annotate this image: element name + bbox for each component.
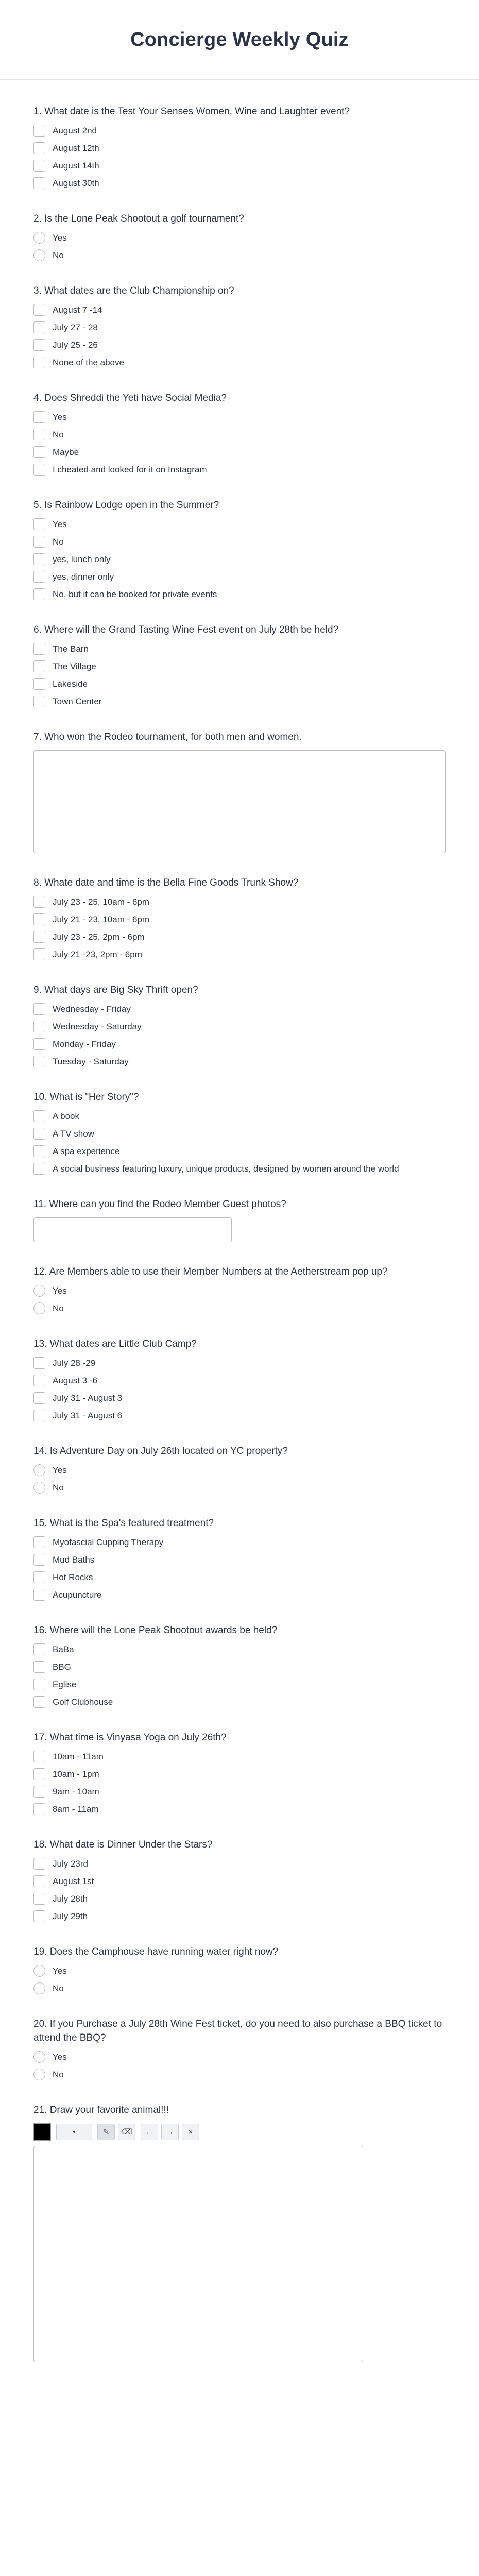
checkbox-option[interactable] [33,1751,446,1762]
option-label: No [53,250,64,260]
checkbox[interactable] [33,588,45,600]
radio-option[interactable] [33,2051,446,2063]
radio-option[interactable] [33,1302,446,1314]
checkbox[interactable] [33,1110,45,1122]
radio-option[interactable] [33,2069,446,2080]
option-label: No [53,537,64,547]
question-18 [33,1838,446,1922]
radio-button[interactable] [33,1482,45,1494]
option-label: August 12th [53,143,99,153]
option-label: No [53,2070,64,2079]
option-label: July 29th [53,1911,88,1921]
question-7 [33,730,446,853]
option-label: Yes [53,412,67,422]
checkbox-option[interactable] [33,931,446,943]
option-label: yes, lunch only [53,554,111,564]
option-label: July 23 - 25, 2pm - 6pm [53,932,145,942]
option-label: July 31 - August 6 [53,1411,123,1420]
option-label: The Village [53,662,96,671]
checkbox[interactable] [33,1021,45,1032]
pen-tool-icon[interactable]: ✎ [97,2124,115,2140]
checkbox[interactable] [33,429,45,440]
checkbox[interactable] [33,931,45,943]
checkbox[interactable] [33,357,45,368]
option-label: July 23 - 25, 10am - 6pm [53,897,150,907]
pen-color-swatch[interactable] [33,2123,51,2141]
option-label: Eglise [53,1680,77,1689]
option-label: A book [53,1111,79,1121]
checkbox-option[interactable] [33,1786,446,1798]
question-13 [33,1337,446,1421]
option-label: August 3 -6 [53,1376,97,1385]
checkbox-option[interactable] [33,1392,446,1404]
checkbox-option[interactable] [33,429,446,440]
checkbox[interactable] [33,1038,45,1050]
option-label: A TV show [53,1129,94,1139]
option-label: I cheated and looked for it on Instagram [53,465,207,474]
question-label: 17. What time is Vinyasa Yoga on July 26th? [33,1732,227,1743]
option-label: 8am - 11am [53,1804,99,1814]
radio-button[interactable] [33,232,45,244]
question-6 [33,623,446,707]
checkbox-option[interactable] [33,553,446,565]
checkbox-option[interactable] [33,1661,446,1673]
radio-button[interactable] [33,2051,45,2063]
checkbox-option[interactable] [33,160,446,172]
drawing-question [0,2103,479,2362]
checkbox[interactable] [33,1803,45,1815]
checkbox-option[interactable] [33,357,446,368]
question-label: 11. Where can you find the Rodeo Member Guest photos? [33,1199,286,1210]
option-label: BBG [53,1662,71,1672]
checkbox-option[interactable] [33,1893,446,1905]
radio-option[interactable] [33,249,446,261]
option-label: Mud Baths [53,1555,95,1565]
option-label: 10am - 1pm [53,1769,99,1779]
checkbox[interactable] [33,1163,45,1175]
option-label: July 28 -29 [53,1358,96,1368]
option-label: Yes [53,2052,67,2062]
radio-option[interactable] [33,1965,446,1977]
question-label: 7. Who won the Rodeo tournament, for both men and women. [33,732,302,742]
option-label: 9am - 10am [53,1787,99,1797]
option-label: Wednesday - Saturday [53,1022,142,1031]
option-label: July 21 -23, 2pm - 6pm [53,950,142,959]
question-19 [33,1945,446,1994]
checkbox-option[interactable] [33,1768,446,1780]
option-label: No [53,1483,64,1493]
question-label: 19. Does the Camphouse have running water right now? [33,1946,279,1957]
radio-option[interactable] [33,1982,446,1994]
tool-group [97,2124,135,2140]
question-label: 3. What dates are the Club Championship on? [33,285,234,296]
option-label: None of the above [53,358,124,367]
checkbox-option[interactable] [33,1375,446,1386]
question-17 [33,1731,446,1815]
checkbox-option[interactable] [33,643,446,655]
checkbox-option[interactable] [33,1910,446,1922]
checkbox-option[interactable] [33,1875,446,1887]
question-15 [33,1516,446,1601]
question-label: 1. What date is the Test Your Senses Women, Wine and Laughter event? [33,106,350,117]
radio-option[interactable] [33,1464,446,1476]
checkbox-option[interactable] [33,1056,446,1067]
checkbox-option[interactable] [33,678,446,690]
undo-icon[interactable]: ← [141,2124,158,2140]
radio-button[interactable] [33,1965,45,1977]
checkbox[interactable] [33,1536,45,1548]
checkbox-option[interactable] [33,1110,446,1122]
question-12 [33,1265,446,1314]
checkbox[interactable] [33,1786,45,1798]
checkbox-option[interactable] [33,125,446,137]
option-label: July 27 - 28 [53,323,98,332]
form-body [0,80,479,2080]
checkbox-option[interactable] [33,571,446,583]
checkbox[interactable] [33,1056,45,1067]
question-label: 12. Are Members able to use their Member Numbers at the Aetherstream pop up? [33,1266,388,1277]
form-title: Concierge Weekly Quiz [130,28,349,50]
checkbox-option[interactable] [33,1163,446,1175]
checkbox[interactable] [33,142,45,154]
question-11 [33,1197,446,1242]
radio-option[interactable] [33,232,446,244]
checkbox-option[interactable] [33,1357,446,1369]
clear-icon[interactable]: × [182,2124,199,2140]
radio-button[interactable] [33,1464,45,1476]
question-10 [33,1090,446,1175]
checkbox[interactable] [33,1003,45,1015]
checkbox[interactable] [33,896,45,908]
option-label: July 28th [53,1894,88,1904]
checkbox[interactable] [33,1643,45,1655]
checkbox-option[interactable] [33,321,446,333]
option-label: A social business featuring luxury, unique products, designed by women around the world [53,1164,399,1174]
option-label: July 31 - August 3 [53,1393,123,1403]
checkbox-option[interactable] [33,339,446,351]
checkbox[interactable] [33,446,45,458]
radio-option[interactable] [33,1482,446,1494]
option-label: Hot Rocks [53,1572,93,1582]
radio-button[interactable] [33,1302,45,1314]
checkbox-option[interactable] [33,1589,446,1601]
option-label: BaBa [53,1645,74,1654]
question-label: 18. What date is Dinner Under the Stars? [33,1839,213,1850]
option-label: Yes [53,233,67,243]
question-label: 13. What dates are Little Club Camp? [33,1338,197,1349]
checkbox[interactable] [33,1661,45,1673]
checkbox-option[interactable] [33,1554,446,1566]
checkbox[interactable] [33,304,45,316]
history-group [141,2124,199,2140]
radio-button[interactable] [33,2069,45,2080]
checkbox[interactable] [33,1357,45,1369]
checkbox-option[interactable] [33,1803,446,1815]
option-label: August 30th [53,178,99,188]
option-label: Wednesday - Friday [53,1004,131,1014]
question-label: 4. Does Shreddi the Yeti have Social Media? [33,393,227,403]
checkbox-option[interactable] [33,1643,446,1655]
question-label: 9. What days are Big Sky Thrift open? [33,985,198,995]
checkbox[interactable] [33,1392,45,1404]
option-label: No, but it can be booked for private events [53,589,217,599]
checkbox-option[interactable] [33,1858,446,1870]
option-label: July 23rd [53,1859,88,1869]
option-label: No [53,1303,64,1313]
drawing-canvas[interactable] [33,2146,363,2362]
radio-button[interactable] [33,249,45,261]
question-label: 5. Is Rainbow Lodge open in the Summer? [33,500,219,511]
option-label: Yes [53,1286,67,1296]
checkbox[interactable] [33,1858,45,1870]
checkbox-option[interactable] [33,142,446,154]
option-label: Yes [53,1966,67,1976]
option-label: Golf Clubhouse [53,1697,113,1707]
radio-button[interactable] [33,1982,45,1994]
question-16 [33,1623,446,1708]
checkbox-option[interactable] [33,304,446,316]
form-header [0,0,479,80]
checkbox[interactable] [33,696,45,707]
checkbox[interactable] [33,177,45,189]
checkbox-option[interactable] [33,1410,446,1421]
question-20 [33,2017,446,2080]
checkbox[interactable] [33,1410,45,1421]
radio-option[interactable] [33,1285,446,1297]
checkbox-option[interactable] [33,536,446,548]
option-label: Yes [53,519,67,529]
option-label: Myofascial Cupping Therapy [53,1537,164,1547]
question-label: 14. Is Adventure Day on July 26th located on YC property? [33,1446,288,1456]
checkbox[interactable] [33,321,45,333]
brush-size-button[interactable]: • [56,2124,92,2140]
checkbox-option[interactable] [33,1003,446,1015]
checkbox[interactable] [33,1875,45,1887]
radio-button[interactable] [33,1285,45,1297]
checkbox-option[interactable] [33,1128,446,1140]
checkbox[interactable] [33,660,45,672]
option-label: Acupuncture [53,1590,102,1600]
question-3 [33,284,446,368]
checkbox-option[interactable] [33,464,446,476]
question-2 [33,212,446,261]
option-label: No [53,430,64,439]
checkbox-option[interactable] [33,1038,446,1050]
checkbox[interactable] [33,553,45,565]
drawing-toolbar [33,2123,446,2141]
question-label: 2. Is the Lone Peak Shootout a golf tournament? [33,213,244,224]
option-label: August 2nd [53,126,97,135]
checkbox-option[interactable] [33,1696,446,1708]
checkbox[interactable] [33,536,45,548]
option-label: Town Center [53,697,102,706]
checkbox[interactable] [33,339,45,351]
checkbox[interactable] [33,1893,45,1905]
option-label: Lakeside [53,679,88,689]
checkbox[interactable] [33,160,45,172]
question-label: 10. What is "Her Story"? [33,1092,139,1103]
question-label: 15. What is the Spa's featured treatment? [33,1518,214,1529]
short-answer-input[interactable] [33,1217,232,1242]
option-label: The Barn [53,644,89,654]
option-label: yes, dinner only [53,572,114,582]
checkbox[interactable] [33,1375,45,1386]
checkbox[interactable] [33,1589,45,1601]
checkbox[interactable] [33,1554,45,1566]
checkbox[interactable] [33,1768,45,1780]
checkbox-option[interactable] [33,696,446,707]
checkbox[interactable] [33,1571,45,1583]
checkbox-option[interactable] [33,1571,446,1583]
question-label: 20. If you Purchase a July 28th Wine Fest ticket, do you need to also purchase a BBQ ticket to attend the BBQ? [33,2019,442,2043]
question-8 [33,876,446,960]
question-14 [33,1444,446,1494]
eraser-tool-icon[interactable]: ⌫ [118,2124,135,2140]
checkbox-option[interactable] [33,1536,446,1548]
option-label: Monday - Friday [53,1039,116,1049]
checkbox[interactable] [33,678,45,690]
checkbox[interactable] [33,1679,45,1690]
checkbox-option[interactable] [33,518,446,530]
option-label: Yes [53,1465,67,1475]
question-label: 6. Where will the Grand Tasting Wine Fest event on July 28th be held? [33,624,339,635]
long-answer-textarea[interactable] [33,750,446,853]
checkbox[interactable] [33,571,45,583]
option-label: Maybe [53,447,79,457]
question-5 [33,498,446,600]
option-label: No [53,1984,64,1993]
option-label: A spa experience [53,1146,120,1156]
checkbox[interactable] [33,913,45,925]
checkbox[interactable] [33,464,45,476]
checkbox[interactable] [33,1910,45,1922]
option-label: July 21 - 23, 10am - 6pm [53,914,150,924]
checkbox[interactable] [33,1751,45,1762]
checkbox-option[interactable] [33,660,446,672]
checkbox[interactable] [33,1696,45,1708]
checkbox[interactable] [33,1128,45,1140]
checkbox[interactable] [33,643,45,655]
checkbox-option[interactable] [33,896,446,908]
checkbox-option[interactable] [33,177,446,189]
option-label: 10am - 11am [53,1752,104,1761]
option-label: Tuesday - Saturday [53,1057,129,1066]
question-label: 16. Where will the Lone Peak Shootout awards be held? [33,1625,278,1636]
question-1 [33,105,446,189]
checkbox-option[interactable] [33,588,446,600]
question-4 [33,391,446,476]
question-9 [33,983,446,1067]
checkbox-option[interactable] [33,411,446,423]
option-label: August 7 -14 [53,305,102,315]
option-label: July 25 - 26 [53,340,98,350]
checkbox-option[interactable] [33,913,446,925]
checkbox-option[interactable] [33,1145,446,1157]
option-label: August 1st [53,1876,94,1886]
checkbox-option[interactable] [33,948,446,960]
checkbox-option[interactable] [33,446,446,458]
question-label: 8. Whate date and time is the Bella Fine Goods Trunk Show? [33,877,299,888]
drawing-question-label: 21. Draw your favorite animal!!! [33,2105,169,2115]
redo-icon[interactable]: → [161,2124,179,2140]
checkbox[interactable] [33,1145,45,1157]
checkbox[interactable] [33,411,45,423]
checkbox[interactable] [33,125,45,137]
checkbox[interactable] [33,948,45,960]
checkbox-option[interactable] [33,1679,446,1690]
checkbox-option[interactable] [33,1021,446,1032]
checkbox[interactable] [33,518,45,530]
option-label: August 14th [53,161,99,171]
